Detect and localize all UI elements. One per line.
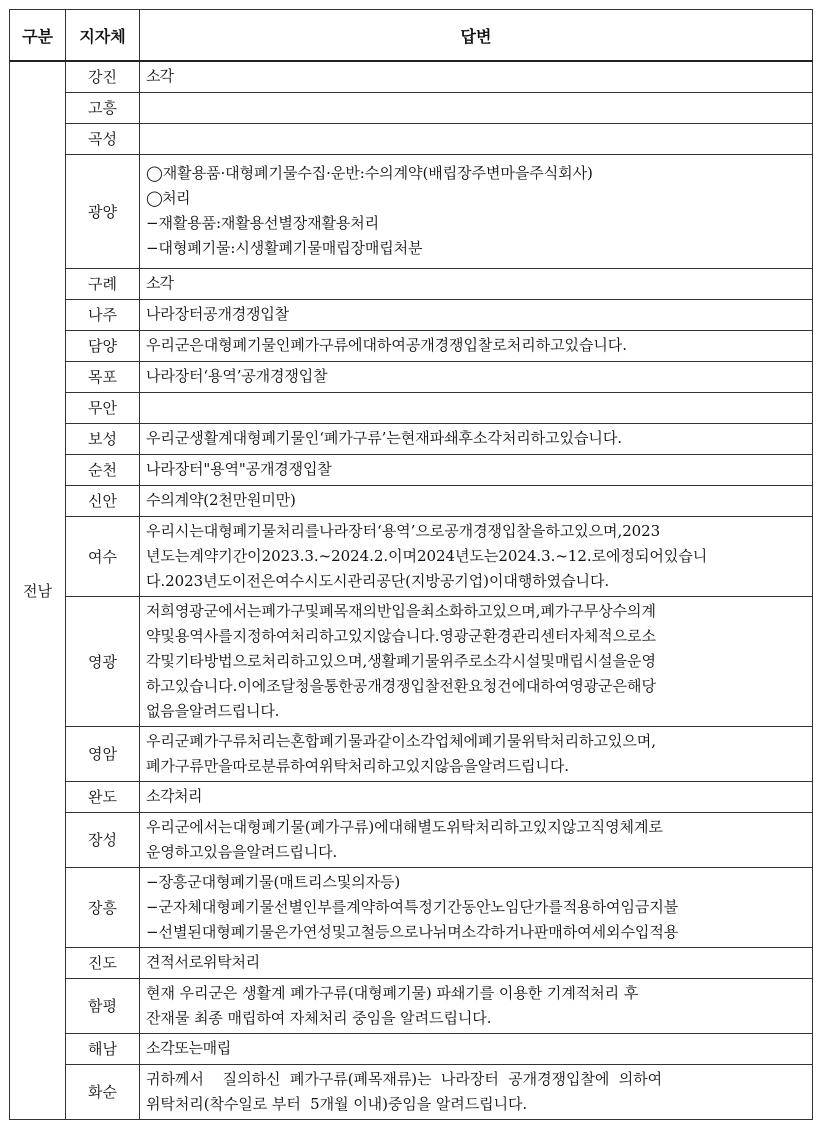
- table-row: [10, 423, 813, 454]
- answer-cell: [140, 596, 813, 726]
- answer-cell: [140, 299, 813, 330]
- municipality-cell: 진도: [66, 947, 140, 978]
- municipality-cell: 목포: [66, 361, 140, 392]
- table-row: [10, 154, 813, 268]
- answer-cell: [140, 485, 813, 516]
- answer-line: 귀하께서 질의하신 폐가구류(폐목재류)는 나라장터 공개경쟁입찰에 의하여: [146, 1069, 663, 1088]
- municipality-cell: 장흥: [66, 867, 140, 947]
- answer-cell: [140, 867, 813, 947]
- answer-line: 현재 우리군은 생활계 폐가구류(대형폐기물) 파쇄기를 이용한 기계적처리 후: [146, 983, 639, 1002]
- answer-line: 소각: [146, 67, 173, 86]
- municipality-cell: 담양: [66, 330, 140, 361]
- table-row: [10, 726, 813, 781]
- municipality-cell: 완도: [66, 781, 140, 812]
- answer-line: −군자체대형폐기물선별인부를계약하여특정기간동안노임단가를적용하여임금지불: [146, 897, 679, 916]
- answer-line: 우리군폐가구류처리는혼합폐기물과같이소각업체에폐기물위탁처리하고있으며,: [146, 731, 656, 750]
- answer-cell: [140, 423, 813, 454]
- answer-line: 나라장터공개경쟁입찰: [146, 305, 289, 323]
- answer-line: 우리군생활계대형폐기물인‘폐가구류’는현재파쇄후소각처리하고있습니다.: [146, 429, 622, 447]
- answer-cell: [140, 454, 813, 485]
- table-row: [10, 812, 813, 867]
- answer-line: 하고있습니다.이에조달청을통한공개경쟁입찰전환요청건에대하여영광군은해당: [146, 676, 656, 695]
- municipality-cell: 함평: [66, 978, 140, 1033]
- table-row: [10, 361, 813, 392]
- table-row: [10, 330, 813, 361]
- answer-line: 약및용역사를지정하여처리하고있지않습니다.영광군환경관리센터자체적으로소: [146, 626, 656, 645]
- answer-line: 운영하고있음을알려드립니다.: [146, 842, 338, 861]
- answer-cell: [140, 516, 813, 596]
- answer-line: 각및기타방법으로처리하고있으며,생활폐기물위주로소각시설및매립시설을운영: [146, 651, 656, 670]
- answer-line: 저희영광군에서는폐가구및폐목재의반입을최소화하고있으며,폐가구무상수의계: [146, 601, 656, 620]
- answer-line: 위탁처리(착수일로 부터 5개월 이내)중임을 알려드립니다.: [146, 1094, 528, 1113]
- answer-cell: [140, 726, 813, 781]
- answer-cell: [140, 781, 813, 812]
- answer-cell: [140, 392, 813, 423]
- answer-cell: [140, 812, 813, 867]
- table-row: [10, 867, 813, 947]
- header-municipality: 지자체: [66, 10, 140, 62]
- table-row: [10, 268, 813, 299]
- table-row: [10, 299, 813, 330]
- answer-line: 년도는계약기간이2023.3.~2024.2.이며2024년도는2024.3.~12.로에정되어있습니: [146, 546, 708, 565]
- answer-line: 소각: [146, 274, 173, 292]
- municipality-cell: 순천: [66, 454, 140, 485]
- answer-cell: [140, 154, 813, 268]
- table-row: [10, 1064, 813, 1119]
- municipality-cell: 무안: [66, 392, 140, 423]
- answer-cell: [140, 123, 813, 154]
- table-row: [10, 1033, 813, 1064]
- answer-line: 우리시는대형폐기물처리를나라장터‘용역’으로공개경쟁입찰을하고있으며,2023: [146, 521, 661, 540]
- answer-line: −선별된대형폐기물은가연성및고철등으로나뉘며소각하거나판매하여세외수입적용: [146, 922, 679, 941]
- table-row: [10, 485, 813, 516]
- answer-cell: [140, 1033, 813, 1064]
- table-row: [10, 596, 813, 726]
- answer-line: −대형폐기물:시생활폐기물매립장매립처분: [146, 239, 423, 257]
- answer-line: −장흥군대형폐기물(매트리스및의자등): [146, 872, 401, 891]
- municipality-cell: 신안: [66, 485, 140, 516]
- table-row: [10, 947, 813, 978]
- answer-cell: [140, 61, 813, 92]
- answer-line: 다.2023년도이전은여수시도시관리공단(지방공기업)이대행하였습니다.: [146, 571, 610, 590]
- answer-cell: [140, 947, 813, 978]
- answer-line: 잔재물 최종 매립하여 자체처리 중임을 알려드립니다.: [146, 1008, 492, 1027]
- answer-line: 수의계약(2천만원미만): [146, 491, 296, 509]
- table-row: [10, 454, 813, 485]
- header-category: 구분: [10, 10, 66, 62]
- municipality-cell: 장성: [66, 812, 140, 867]
- answer-line: ◯재활용품·대형폐기물수집·운반:수의계약(배립장주변마을주식회사): [146, 164, 593, 182]
- municipality-cell: 나주: [66, 299, 140, 330]
- municipality-cell: 여수: [66, 516, 140, 596]
- table-row: [10, 392, 813, 423]
- answer-cell: [140, 978, 813, 1033]
- table-row: [10, 92, 813, 123]
- municipality-cell: 강진: [66, 61, 140, 92]
- municipality-cell: 영암: [66, 726, 140, 781]
- region-cell: 전남: [10, 61, 66, 1119]
- municipality-cell: 해남: [66, 1033, 140, 1064]
- answer-cell: [140, 92, 813, 123]
- answer-line: 없음을알려드립니다.: [146, 701, 280, 720]
- answer-line: 우리군은대형폐기물인폐가구류에대하여공개경쟁입찰로처리하고있습니다.: [146, 336, 627, 354]
- answer-line: ◯처리: [146, 189, 190, 207]
- answer-cell: [140, 361, 813, 392]
- response-table: [9, 9, 813, 1120]
- header-answer: 답변: [140, 10, 813, 62]
- answer-cell: [140, 330, 813, 361]
- municipality-cell: 곡성: [66, 123, 140, 154]
- answer-line: 소각또는매립: [146, 1039, 231, 1057]
- table-row: [10, 978, 813, 1033]
- table-row: [10, 781, 813, 812]
- answer-line: 나라장터‘용역’공개경쟁입찰: [146, 367, 328, 385]
- municipality-cell: 화순: [66, 1064, 140, 1119]
- answer-cell: [140, 1064, 813, 1119]
- table-row: [10, 123, 813, 154]
- answer-line: 우리군에서는대형폐기물(폐가구류)에대해별도위탁처리하고있지않고직영체계로: [146, 817, 663, 836]
- answer-line: 소각처리: [146, 787, 202, 805]
- answer-line: −재활용품:재활용선별장재활용처리: [146, 214, 379, 232]
- answer-line: 견적서로위탁처리: [146, 953, 260, 971]
- table-body: [10, 61, 813, 1119]
- municipality-cell: 광양: [66, 154, 140, 268]
- document: [9, 9, 812, 1120]
- table-row: [10, 516, 813, 596]
- answer-cell: [140, 268, 813, 299]
- table-row: [10, 61, 813, 92]
- municipality-cell: 구례: [66, 268, 140, 299]
- municipality-cell: 영광: [66, 596, 140, 726]
- answer-line: 폐가구류만을따로분류하여위탁처리하고있지않음을알려드립니다.: [146, 756, 569, 775]
- municipality-cell: 보성: [66, 423, 140, 454]
- header-row: [10, 10, 813, 62]
- municipality-cell: 고흥: [66, 92, 140, 123]
- answer-line: 나라장터"용역"공개경쟁입찰: [146, 460, 332, 478]
